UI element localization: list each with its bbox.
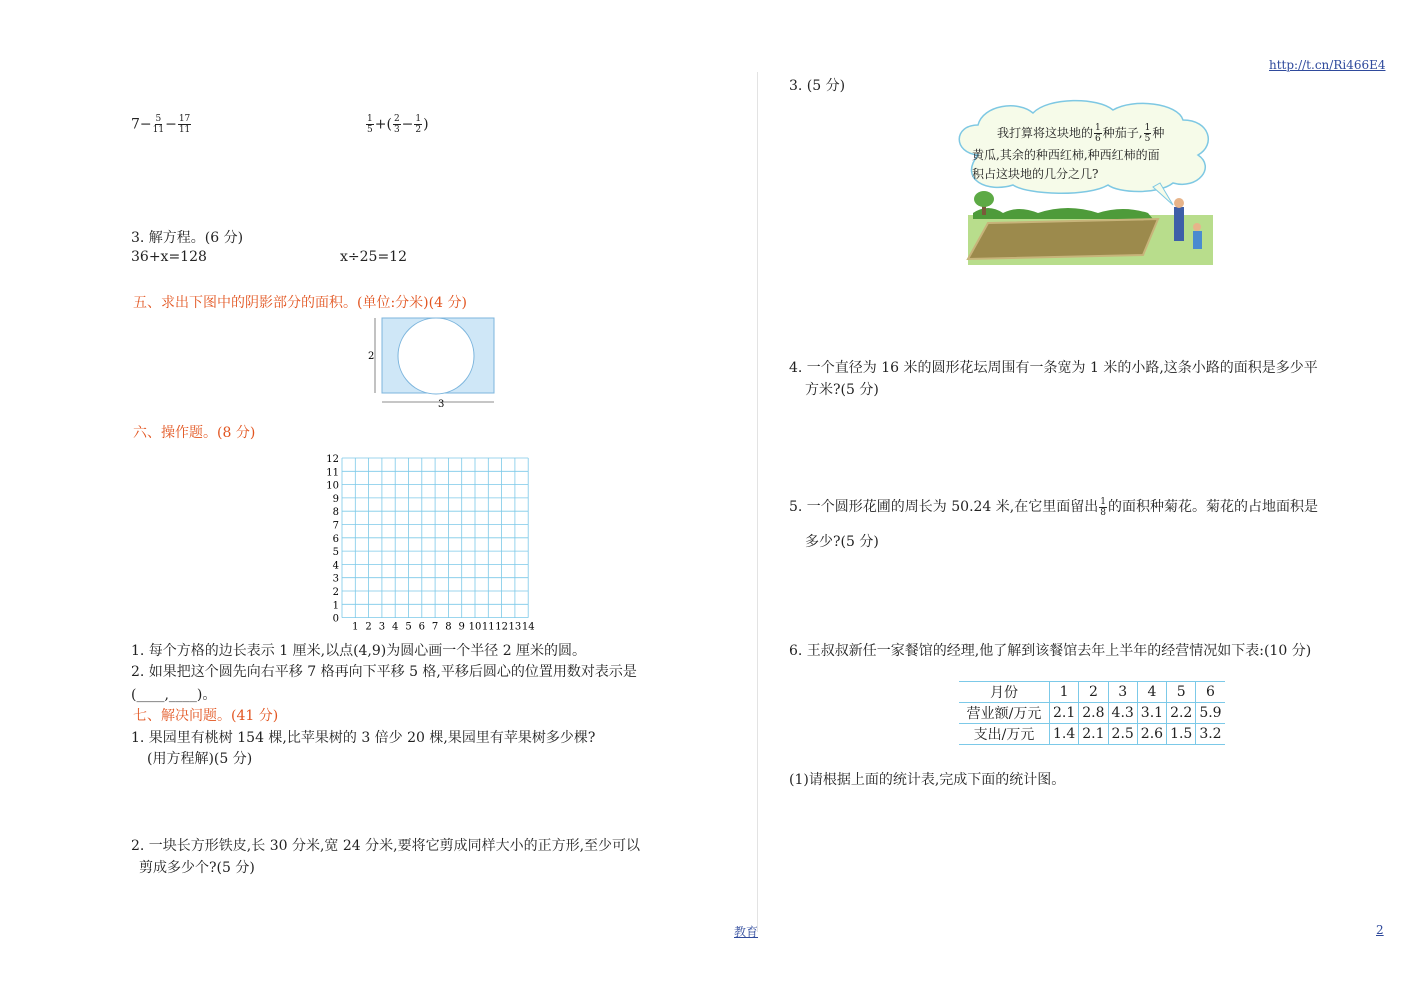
grid-x-tick-label: 8 xyxy=(445,621,452,632)
page-number[interactable]: 2 xyxy=(1376,923,1384,937)
table-cell: 1 xyxy=(1050,682,1079,703)
table-cell: 3.2 xyxy=(1196,724,1225,745)
right-question-3-title: 3. (5 分) xyxy=(789,78,846,94)
problem-2-line-2: 剪成多少个?(5 分) xyxy=(139,860,255,876)
problem-1-line-1: 1. 果园里有桃树 154 棵,比苹果树的 3 倍少 20 棵,果园里有苹果树多少棵? xyxy=(131,730,596,746)
question-5-line-2: 多少?(5 分) xyxy=(805,534,879,550)
equation-2: x÷25=12 xyxy=(340,249,407,265)
grid-x-tick-label: 10 xyxy=(468,621,482,632)
section-7-title: 七、解决问题。(41 分) xyxy=(133,708,279,724)
shaded-area-figure xyxy=(362,314,502,414)
table-cell: 6 xyxy=(1196,682,1225,703)
table-cell: 2.6 xyxy=(1137,724,1166,745)
grid-x-tick-label: 7 xyxy=(431,621,439,632)
grid-y-tick-label: 5 xyxy=(332,547,339,559)
operation-item-2-line-2: (____,____)。 xyxy=(131,687,217,703)
child-figure xyxy=(1193,231,1202,249)
section-6-title: 六、操作题。(8 分) xyxy=(133,425,256,441)
equation-1: 36+x=128 xyxy=(131,249,207,265)
table-cell: 4 xyxy=(1137,682,1166,703)
operation-item-1: 1. 每个方格的边长表示 1 厘米,以点(4,9)为圆心画一个半径 2 厘米的圆。 xyxy=(131,643,587,659)
grid-y-tick-label: 0 xyxy=(332,613,339,625)
table-cell: 2.1 xyxy=(1079,724,1108,745)
grid-y-tick-label: 8 xyxy=(332,507,339,519)
grid-x-tick-label: 13 xyxy=(508,621,522,632)
grid-y-tick-label: 7 xyxy=(332,520,339,532)
farmer-head xyxy=(1174,198,1184,208)
table-row xyxy=(959,703,1225,724)
table-cell: 1.5 xyxy=(1167,724,1196,745)
question-4-line-1: 4. 一个直径为 16 米的圆形花坛周围有一条宽为 1 米的小路,这条小路的面积是多少平 xyxy=(789,360,1318,376)
bubble-line-2: 黄瓜,其余的种西红柿,种西红柿的面 xyxy=(972,148,1160,162)
table-cell: 2 xyxy=(1079,682,1108,703)
grid-y-tick-label: 1 xyxy=(332,600,339,612)
grid-y-tick-label: 4 xyxy=(332,560,339,572)
section-5-title: 五、求出下图中的阴影部分的面积。(单位:分米)(4 分) xyxy=(133,295,467,311)
grid-x-tick-label: 12 xyxy=(495,621,508,632)
height-label: 2 xyxy=(368,351,375,362)
white-circle xyxy=(398,318,474,394)
bubble-line-1: 我打算将这块地的 $\frac{1}{6}$ 种茄子, $\frac{1}{5}$ 种 xyxy=(997,123,1165,144)
grid-y-tick-label: 11 xyxy=(326,467,339,479)
table-row-label: 营业额/万元 xyxy=(959,703,1050,724)
column-divider xyxy=(757,72,758,932)
solve-equation-title: 3. 解方程。(6 分) xyxy=(131,230,244,246)
grid-x-tick-label: 1 xyxy=(352,621,359,632)
question-6-title: 6. 王叔叔新任一家餐馆的经理,他了解到该餐馆去年上半年的经营情况如下表:(10 分) xyxy=(789,643,1312,659)
grid-x-tick-label: 14 xyxy=(521,621,535,632)
grid-x-tick-label: 3 xyxy=(378,621,386,632)
grid-x-tick-label: 9 xyxy=(458,621,465,632)
table-cell: 3 xyxy=(1108,682,1137,703)
grid-x-tick-label: 5 xyxy=(405,621,412,632)
grid-y-tick-label: 2 xyxy=(332,587,339,598)
grid-y-tick-label: 10 xyxy=(326,480,339,492)
grid-y-tick-label: 12 xyxy=(326,454,339,465)
table-row-label: 月份 xyxy=(959,682,1050,703)
grid-x-tick-label: 4 xyxy=(392,621,399,632)
tree-canopy xyxy=(974,191,994,207)
grid-y-tick-label: 6 xyxy=(332,533,339,545)
calc-expression-1: 7− $\frac{5}{11}$ − $\frac{17}{11}$ xyxy=(131,114,191,135)
grid-y-tick-label: 3 xyxy=(332,573,339,585)
table-row-label: 支出/万元 xyxy=(959,724,1050,745)
problem-1-line-2: (用方程解)(5 分) xyxy=(147,751,253,767)
operation-item-2-line-1: 2. 如果把这个圆先向右平移 7 格再向下平移 5 格,平移后圆心的位置用数对表示是 xyxy=(131,664,637,680)
table-cell: 2.5 xyxy=(1108,724,1137,745)
coordinate-grid xyxy=(322,450,542,632)
width-label: 3 xyxy=(438,399,445,410)
bubble-line-3: 积占这块地的几分之几? xyxy=(972,167,1099,181)
table-cell: 2.2 xyxy=(1167,703,1196,724)
grid-x-tick-label: 11 xyxy=(481,621,495,632)
grid-x-tick-label: 2 xyxy=(365,621,372,632)
table-cell: 1.4 xyxy=(1050,724,1079,745)
problem-2-line-1: 2. 一块长方形铁皮,长 30 分米,宽 24 分米,要将它剪成同样大小的正方形,至少可以 xyxy=(131,838,641,854)
source-url-link[interactable]: http://t.cn/Ri466E4 xyxy=(1269,58,1386,72)
grid-x-tick-label: 6 xyxy=(418,621,425,632)
question-4-line-2: 方米?(5 分) xyxy=(805,382,879,398)
table-cell: 3.1 xyxy=(1137,703,1166,724)
grid-y-tick-label: 9 xyxy=(332,493,339,505)
table-row xyxy=(959,724,1225,745)
table-cell: 2.8 xyxy=(1079,703,1108,724)
table-cell: 2.1 xyxy=(1050,703,1079,724)
farmer-figure xyxy=(1174,207,1184,241)
question-6-sub-1: (1)请根据上面的统计表,完成下面的统计图。 xyxy=(789,772,1066,788)
table-cell: 4.3 xyxy=(1108,703,1137,724)
child-head xyxy=(1193,223,1201,231)
table-header-row xyxy=(959,682,1225,703)
table-cell: 5 xyxy=(1167,682,1196,703)
plot-of-land xyxy=(968,219,1158,259)
calc-expression-2: $\frac{1}{5}$ +( $\frac{2}{3}$ − $\frac{1}{2}$ ) xyxy=(367,114,429,135)
hedge xyxy=(973,208,1153,219)
footer-education-link[interactable]: 教育 xyxy=(734,925,759,939)
table-cell: 5.9 xyxy=(1196,703,1225,724)
business-statistics-table xyxy=(959,681,1225,745)
question-5-line-1: 5. 一个圆形花圃的周长为 50.24 米,在它里面留出 $\frac{1}{8}$ 的面积种菊花。菊花的占地面积是 xyxy=(789,496,1318,518)
